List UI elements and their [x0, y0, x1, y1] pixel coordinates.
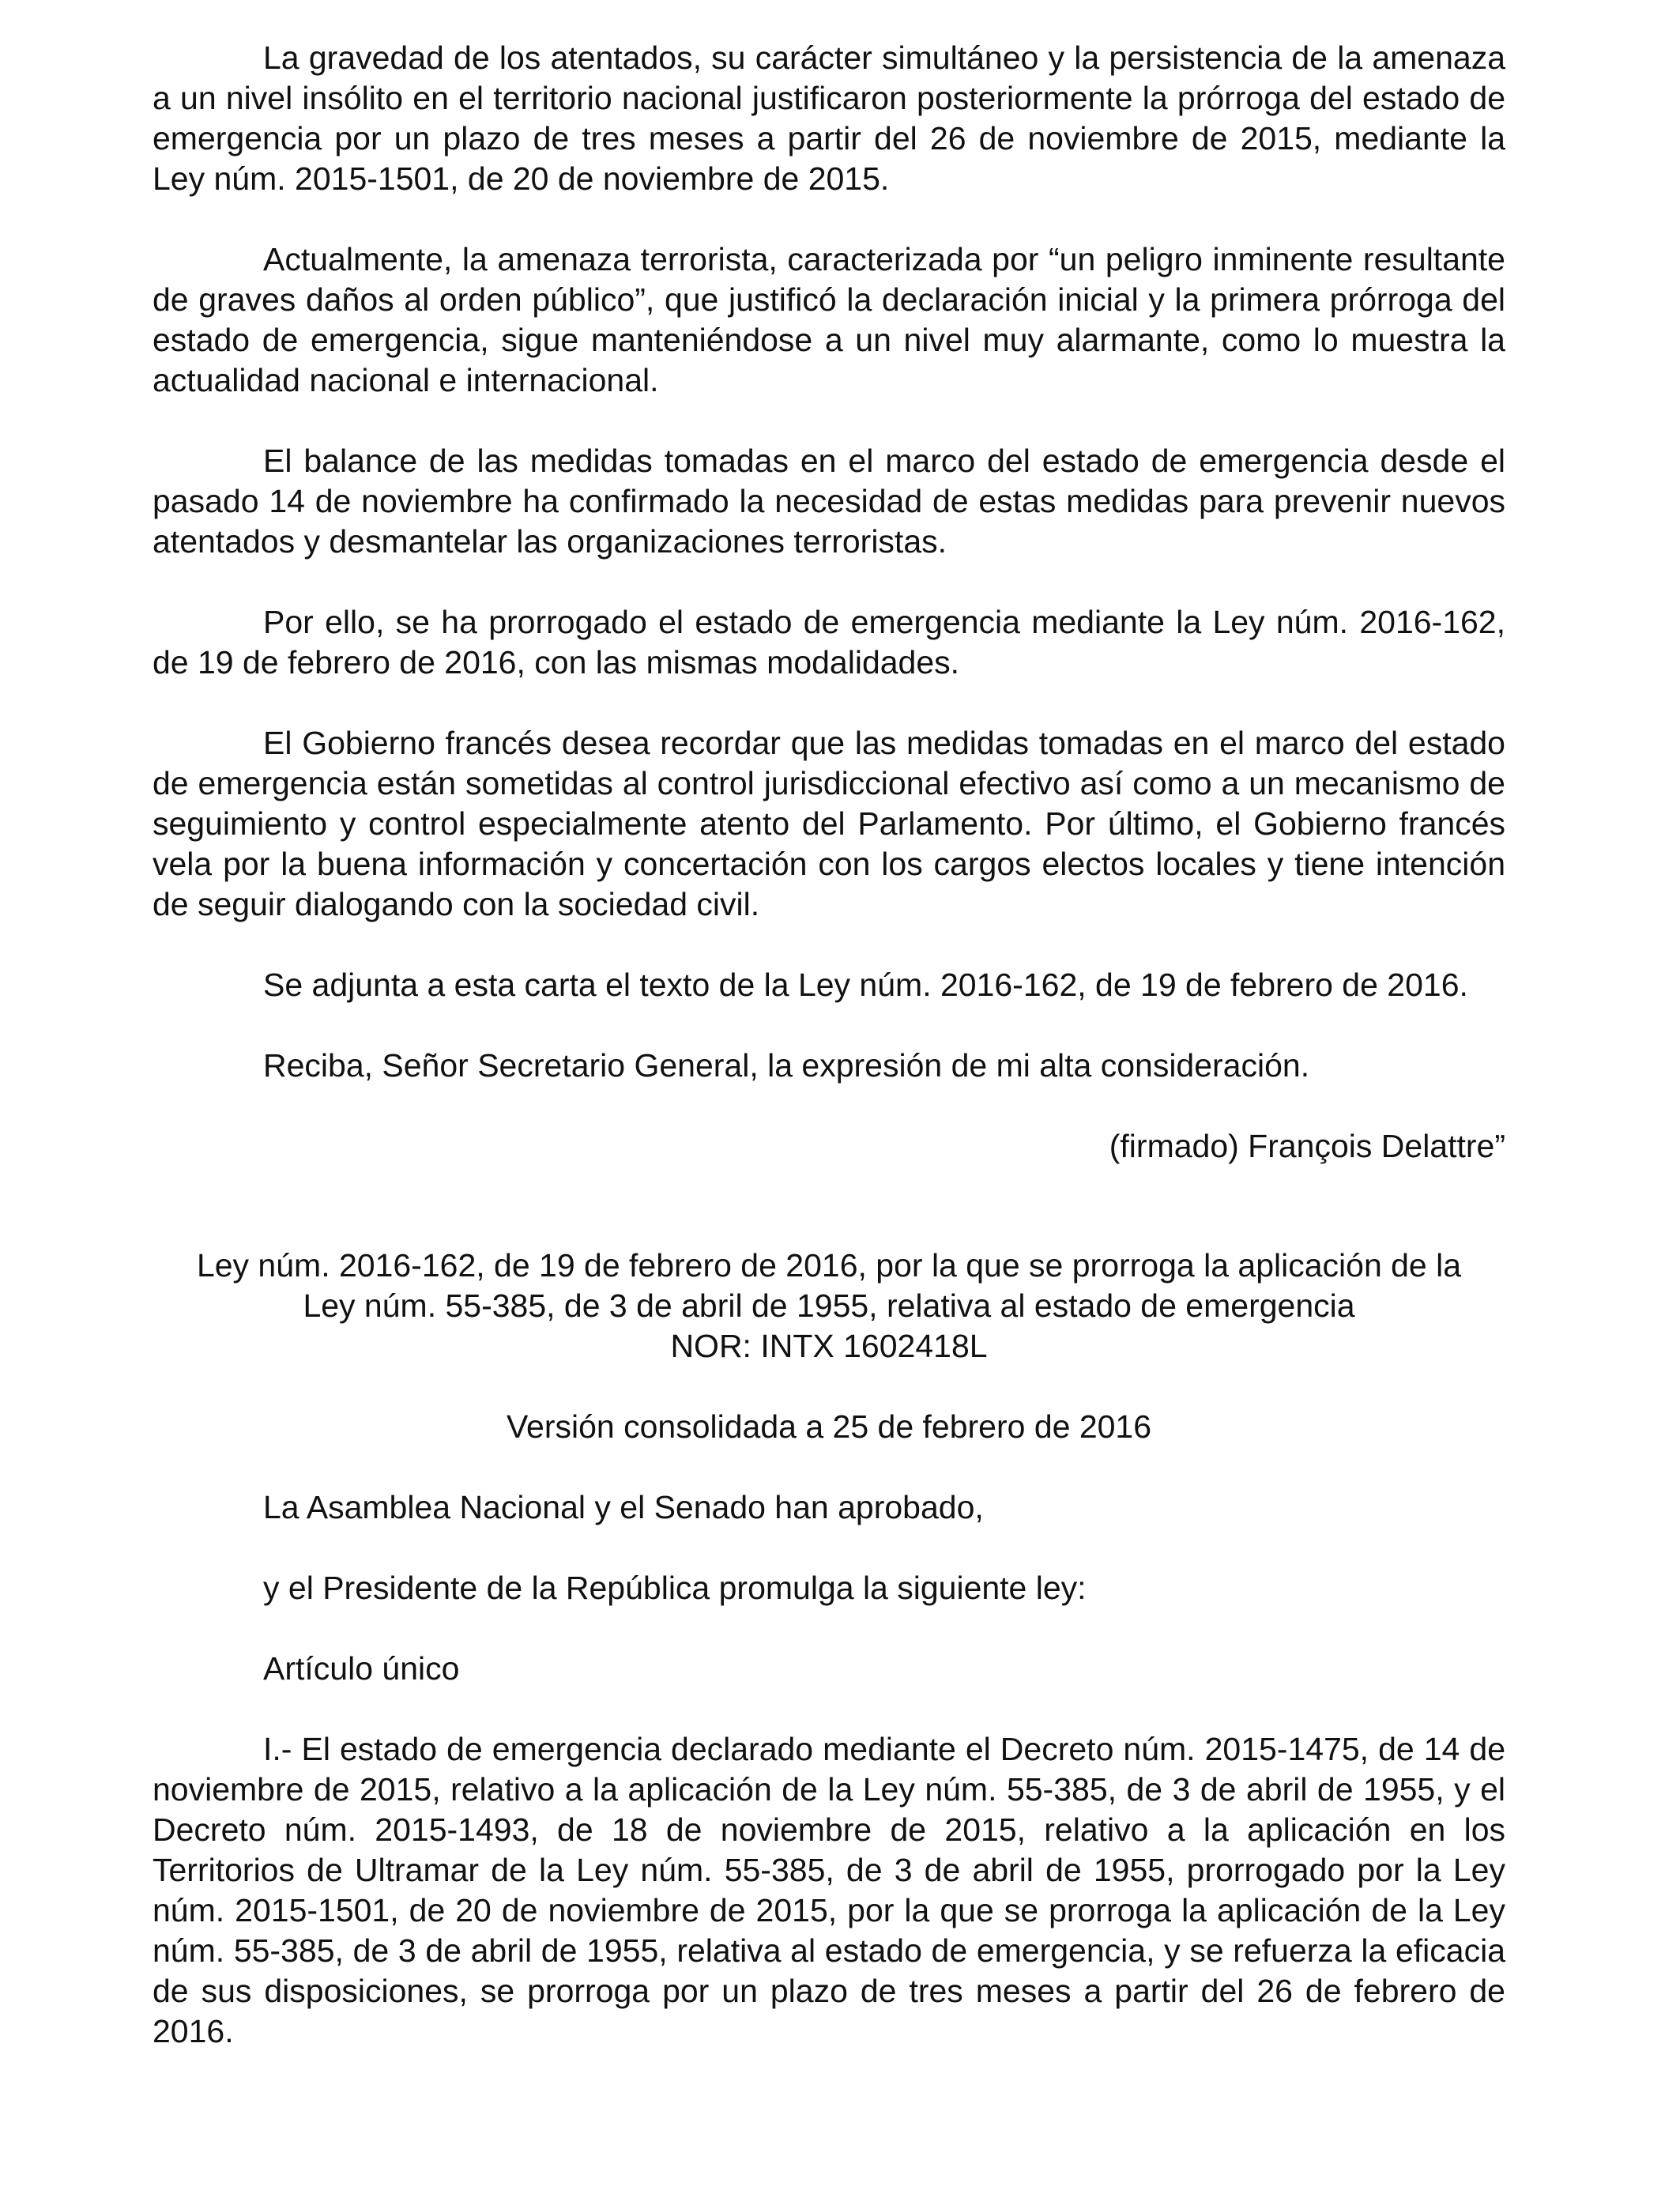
document-body	[153, 38, 1505, 2052]
enactment-president: y el Presidente de la República promulga la siguiente ley:	[263, 1570, 1087, 1606]
article-text: I.- El estado de emergencia declarado mediante el Decreto núm. 2015-1475, de 14 de noviembre de 2015, relativo a la aplicación de la Ley núm. 55-385, de 3 de abril de 1955, y el Decreto núm. 2015-1493, de 18 de noviembre de 2015, relativo a la aplicación en los Territorios de Ultramar de la Ley núm. 55-385, de 3 de abril de 1955, prorrogado por la Ley núm. 2015-1501, de 20 de noviembre de 2015, por la que se prorroga la aplicación de la Ley núm. 55-385, de 3 de abril de 1955, relativa al estado de emergencia, y se refuerza la eficacia de sus disposiciones, se prorroga por un plazo de tres meses a partir del 26 de febrero de 2016.	[153, 1731, 1505, 2049]
paragraph-current-threat: Actualmente, la amenaza terrorista, caracterizada por “un peligro inminente resultante de graves daños al orden público”, que justificó la declaración inicial y la primera prórroga del estado de emergencia, sigue manteniéndose a un nivel muy alarmante, como lo muestra la actualidad nacional e internacional.	[153, 241, 1505, 398]
consolidated-version: Versión consolidada a 25 de febrero de 2016	[506, 1408, 1152, 1445]
law-title-line-2: Ley núm. 55-385, de 3 de abril de 1955, relativa al estado de emergencia	[303, 1287, 1355, 1324]
paragraph-measures-balance: El balance de las medidas tomadas en el marco del estado de emergencia desde el pasado 14 de noviembre ha confirmado la necesidad de estas medidas para prevenir nuevos atentados y desmantelar las organizaciones terroristas.	[153, 443, 1505, 560]
article-heading: Artículo único	[263, 1650, 460, 1687]
section-spacer	[153, 1167, 1505, 1246]
paragraph-threat-persistence: La gravedad de los atentados, su carácter simultáneo y la persistencia de la amenaza a un nivel insólito en el territorio nacional justificaron posteriormente la prórroga del estado de emergencia por un plazo de tres meses a partir del 26 de noviembre de 2015, mediante la Ley núm. 2015-1501, de 20 de noviembre de 2015.	[153, 40, 1505, 197]
paragraph-judicial-control: El Gobierno francés desea recordar que las medidas tomadas en el marco del estado de emergencia están sometidas al control jurisdiccional efectivo así como a un mecanismo de seguimiento y control especialmente atento del Parlamento. Por último, el Gobierno francés vela por la buena información y concertación con los cargos electos locales y tiene intención de seguir dialogando con la sociedad civil.	[153, 725, 1505, 922]
signature-line: (firmado) François Delattre”	[1109, 1128, 1505, 1164]
law-title-block	[153, 1246, 1505, 1367]
paragraph-closing: Reciba, Señor Secretario General, la expresión de mi alta consideración.	[263, 1047, 1310, 1084]
enactment-assembly: La Asamblea Nacional y el Senado han aprobado,	[263, 1489, 984, 1525]
law-title-line-1: Ley núm. 2016-162, de 19 de febrero de 2016, por la que se prorroga la aplicación de la	[196, 1247, 1462, 1284]
law-nor-reference: NOR: INTX 1602418L	[670, 1328, 988, 1364]
paragraph-extension-law: Por ello, se ha prorrogado el estado de emergencia mediante la Ley núm. 2016-162, de 19 de febrero de 2016, con las mismas modalidades.	[153, 604, 1505, 680]
paragraph-attachment: Se adjunta a esta carta el texto de la Ley núm. 2016-162, de 19 de febrero de 2016.	[263, 967, 1468, 1003]
